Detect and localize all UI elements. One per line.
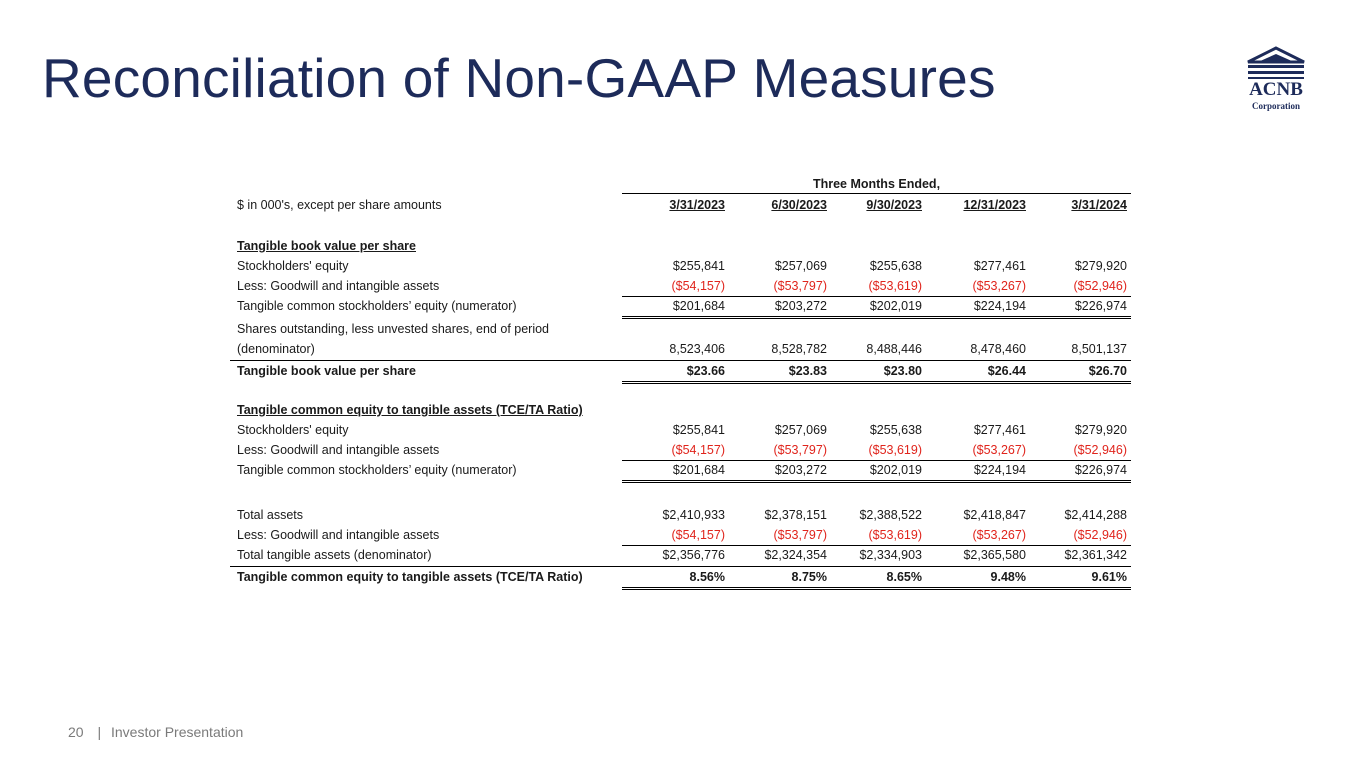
table-cell: $279,920 (1074, 259, 1127, 273)
table-cell: ($53,619) (868, 443, 922, 457)
column-header-row (230, 195, 1134, 215)
table-cell: $202,019 (869, 463, 922, 477)
table-row (230, 319, 1134, 359)
table-cell: ($54,157) (671, 279, 725, 293)
table-row (230, 361, 1134, 381)
table-cell: 8,523,406 (669, 342, 725, 356)
table-cell: $277,461 (973, 423, 1026, 437)
table-cell: $26.70 (1088, 364, 1127, 378)
table-cell: $226,974 (1074, 463, 1127, 477)
table-cell: $2,334,903 (859, 548, 922, 562)
row-label: Total assets (237, 508, 304, 522)
table-cell: $224,194 (973, 463, 1026, 477)
table-cell: ($53,619) (868, 528, 922, 542)
table-cell: $201,684 (672, 463, 725, 477)
table-cell: 9.61% (1091, 570, 1127, 584)
table-cell: ($53,619) (868, 279, 922, 293)
table-cell: ($53,797) (773, 528, 827, 542)
row-label: Less: Goodwill and intangible assets (237, 528, 440, 542)
bank-building-icon (1240, 46, 1312, 80)
table-cell: ($54,157) (671, 443, 725, 457)
section-heading-row (230, 400, 1134, 420)
table-cell: $257,069 (774, 423, 827, 437)
table-cell: $255,638 (869, 423, 922, 437)
table-cell: ($52,946) (1073, 443, 1127, 457)
row-label: Less: Goodwill and intangible assets (237, 279, 440, 293)
footer-separator: | (97, 724, 102, 740)
row-label: Less: Goodwill and intangible assets (237, 443, 440, 457)
table-cell: $2,414,288 (1064, 508, 1127, 522)
row-label: Stockholders' equity (237, 259, 349, 273)
three-months-ended-header: Three Months Ended, (622, 174, 1131, 194)
row-label: Tangible common stockholders’ equity (numerator) (237, 463, 517, 477)
column-header: 12/31/2023 (963, 198, 1026, 212)
row-label: Tangible book value per share (237, 364, 416, 378)
table-row (230, 567, 1134, 587)
section-heading-row (230, 236, 1134, 256)
table-cell: $279,920 (1074, 423, 1127, 437)
table-cell: $2,365,580 (963, 548, 1026, 562)
table-row (230, 276, 1134, 296)
table-cell: ($52,946) (1073, 528, 1127, 542)
table-cell: 8,488,446 (866, 342, 922, 356)
table-row (230, 440, 1134, 460)
table-cell: $226,974 (1074, 299, 1127, 313)
table-cell: $2,410,933 (662, 508, 725, 522)
table-cell: ($53,797) (773, 443, 827, 457)
table-cell: ($53,267) (972, 279, 1026, 293)
table-row (230, 545, 1134, 565)
section-heading: Tangible common equity to tangible assets (TCE/TA Ratio) (237, 403, 583, 417)
table-row (230, 256, 1134, 276)
table-cell: $202,019 (869, 299, 922, 313)
table-cell: $255,638 (869, 259, 922, 273)
table-cell: ($53,267) (972, 528, 1026, 542)
table-cell: $277,461 (973, 259, 1026, 273)
table-cell: 8.65% (886, 570, 922, 584)
logo-subtitle: Corporation (1252, 101, 1300, 111)
table-cell: $203,272 (774, 463, 827, 477)
table-row (230, 420, 1134, 440)
page-number: 20 (68, 724, 84, 740)
table-cell: 8.75% (791, 570, 827, 584)
table-cell: ($53,267) (972, 443, 1026, 457)
table-cell: 8.56% (689, 570, 725, 584)
units-label: $ in 000's, except per share amounts (237, 198, 442, 212)
column-header: 3/31/2023 (669, 198, 725, 212)
table-row (230, 505, 1134, 525)
row-label: Stockholders' equity (237, 423, 349, 437)
table-cell: $23.83 (788, 364, 827, 378)
row-label: Total tangible assets (denominator) (237, 548, 432, 562)
footer (68, 724, 243, 740)
table-cell: $224,194 (973, 299, 1026, 313)
column-header: 3/31/2024 (1071, 198, 1127, 212)
table-span-header-row (230, 174, 1134, 195)
table-cell: 8,501,137 (1071, 342, 1127, 356)
table-row (230, 460, 1134, 480)
table-cell: ($52,946) (1073, 279, 1127, 293)
table-cell: 8,528,782 (771, 342, 827, 356)
non-gaap-table (230, 174, 1134, 587)
table-cell: 8,478,460 (970, 342, 1026, 356)
table-cell: $257,069 (774, 259, 827, 273)
page-title: Reconciliation of Non-GAAP Measures (42, 47, 996, 109)
table-cell: 9.48% (990, 570, 1026, 584)
table-cell: $203,272 (774, 299, 827, 313)
table-cell: ($54,157) (671, 528, 725, 542)
table-row (230, 296, 1134, 316)
section-heading: Tangible book value per share (237, 239, 416, 253)
row-label-continued: (denominator) (237, 342, 315, 356)
table-cell: $23.66 (686, 364, 725, 378)
table-cell: $2,356,776 (662, 548, 725, 562)
table-cell: $255,841 (672, 423, 725, 437)
table-cell: $2,378,151 (764, 508, 827, 522)
acnb-logo (1240, 46, 1312, 122)
table-cell: $255,841 (672, 259, 725, 273)
table-cell: $26.44 (987, 364, 1026, 378)
table-cell: $2,361,342 (1064, 548, 1127, 562)
row-label: Shares outstanding, less unvested shares, end of period (237, 322, 550, 336)
column-header: 9/30/2023 (866, 198, 922, 212)
logo-name: ACNB (1249, 79, 1303, 100)
row-label: Tangible common equity to tangible assets (TCE/TA Ratio) (237, 570, 583, 584)
table-cell: $2,388,522 (859, 508, 922, 522)
total-double-rule (622, 587, 1131, 590)
table-cell: $201,684 (672, 299, 725, 313)
table-cell: $2,324,354 (764, 548, 827, 562)
table-cell: $23.80 (883, 364, 922, 378)
row-label: Tangible common stockholders’ equity (numerator) (237, 299, 517, 313)
table-cell: $2,418,847 (963, 508, 1026, 522)
column-header: 6/30/2023 (771, 198, 827, 212)
table-cell: ($53,797) (773, 279, 827, 293)
footer-text: Investor Presentation (111, 724, 244, 740)
table-row (230, 525, 1134, 545)
